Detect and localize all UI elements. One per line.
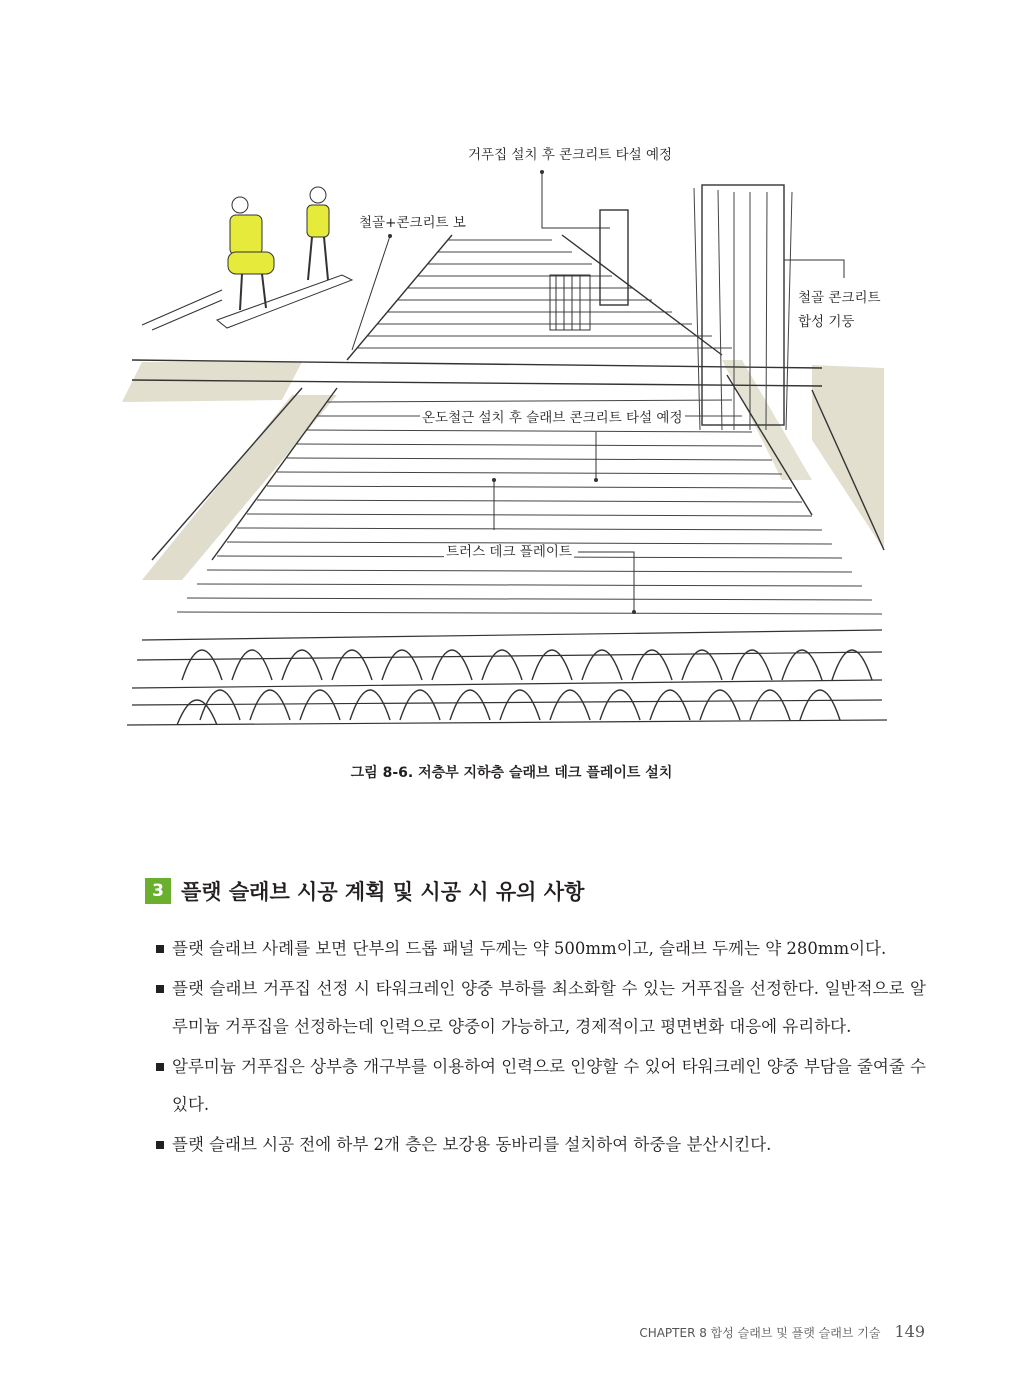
page-footer [639,1322,925,1341]
bullet-square-icon [156,1141,164,1149]
beam-shade [122,362,302,402]
section-heading [145,876,584,906]
small-column [600,210,628,305]
bullet-item: 알루미늄 거푸집은 상부층 개구부를 이용하여 인력으로 인양할 수 있어 타워크레인 양중 부담을 줄여줄 수 있다. [156,1048,926,1124]
left-wall-shade [142,395,337,580]
worker-2-helmet [310,187,326,203]
label-beam: 철골+콘크리트 보 [359,215,466,231]
bullet-square-icon [156,1063,164,1071]
bullet-item: 플랫 슬래브 사례를 보면 단부의 드롭 패널 두께는 약 500mm이고, 슬래브 두께는 약 280mm이다. [156,930,926,968]
page-number: 149 [894,1322,925,1341]
label-formwork: 거푸집 설치 후 콘크리트 타설 예정 [468,147,673,163]
upper-deck-lines [357,240,732,348]
bullet-square-icon [156,985,164,993]
bullet-item: 플랫 슬래브 시공 전에 하부 2개 층은 보강용 동바리를 설치하여 하중을 분산시킨다. [156,1126,926,1164]
sketch-figure [122,140,894,768]
right-slab-shade [812,365,884,550]
worker-2 [307,205,329,237]
label-column-1: 철골 콘크리트 [798,290,881,306]
worker-1-body [228,252,274,274]
label-temp-rebar: 온도철근 설치 후 슬래브 콘크리트 타설 예정 [422,410,683,426]
worker-1 [230,215,262,255]
label-column-2: 합성 기둥 [798,314,855,330]
truss-arcs [177,650,872,725]
bullet-square-icon [156,945,164,953]
bullet-item: 플랫 슬래브 거푸집 선정 시 타워크레인 양중 부하를 최소화할 수 있는 거푸집을 선정한다. 일반적으로 알루미늄 거푸집을 선정하는데 인력으로 양중이 가능하고, 경제적이고 평면변화 대응에 유리하다. [156,970,926,1046]
deck-bottom-lines [127,630,887,725]
construction-sketch [122,140,894,768]
section-number: 3 [145,878,171,904]
right-wall-shade [722,360,812,480]
figure-caption: 그림 8-6. 저층부 지하층 슬래브 데크 플레이트 설치 [350,765,673,781]
worker-1-helmet [232,197,248,213]
label-deck: 트러스 데크 플레이트 [446,544,572,560]
leader-lines [352,172,844,612]
section-title: 플랫 슬래브 시공 계획 및 시공 시 유의 사항 [181,880,585,904]
bullet-list [156,930,926,1166]
chapter-title: CHAPTER 8 합성 슬래브 및 플랫 슬래브 기술 [639,1326,881,1340]
